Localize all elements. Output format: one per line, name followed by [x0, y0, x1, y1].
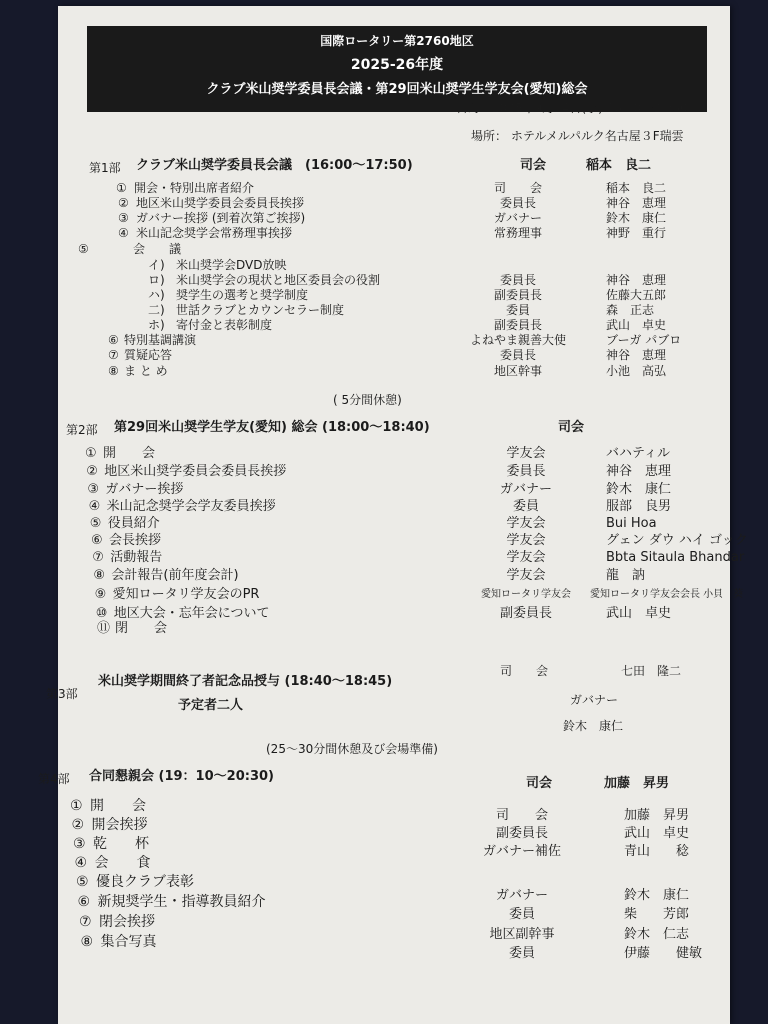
agenda-item: 開会・特別出席者紹介: [134, 181, 255, 195]
agenda-number: ②: [86, 464, 98, 479]
part3-break: (25～30分間休憩及び会場準備): [266, 742, 438, 756]
agenda-number: ③: [73, 836, 86, 852]
agenda-number: ②: [71, 817, 85, 833]
agenda-item: 寄付金と表彰制度: [176, 318, 273, 332]
event-date: 日時：2025年9月24日(水) 16:00～20:30: [456, 101, 688, 115]
speaker-role: 委員: [508, 946, 535, 961]
agenda-number: ④: [74, 855, 88, 871]
speaker-role: ガバナー: [493, 211, 542, 225]
agenda-number: ハ): [148, 288, 165, 302]
speaker-role: 副委員長: [493, 318, 542, 332]
agenda-item: 閉会挨拶: [99, 914, 155, 930]
agenda-number: ⑥: [77, 894, 91, 910]
speaker-name: 武山 卓史: [606, 606, 672, 621]
speaker-name: バハティル: [606, 446, 670, 461]
agenda-item: ガバナー挨拶: [105, 482, 184, 497]
agenda-item: 質疑応答: [124, 348, 173, 362]
speaker-role: 委員: [508, 907, 535, 922]
agenda-item: 開会挨拶: [91, 817, 148, 833]
agenda-number: ⑤: [76, 874, 89, 890]
speaker-role: 学友会: [506, 533, 546, 548]
part1-break: ( 5分間休憩): [333, 393, 402, 407]
speaker-name: ブーガ パブロ: [606, 333, 682, 347]
agenda-item: 米山記念奨学会学友委員挨拶: [106, 499, 276, 514]
agenda-number: ⑩: [95, 606, 108, 621]
speaker-role: 副委員長: [495, 826, 548, 841]
agenda-item: 開 会: [90, 798, 146, 814]
speaker-name: 神野 重行: [606, 226, 667, 240]
speaker-name: 神谷 恵理: [606, 273, 667, 287]
agenda-item: 地区大会・忘年会について: [113, 606, 270, 621]
speaker-name: 服部 良男: [606, 499, 672, 514]
speaker-name: 鈴木 康仁: [624, 888, 690, 903]
speaker-role: よねやま親善大使: [469, 333, 566, 347]
agenda-item: 会計報告(前年度会計): [111, 568, 239, 583]
speaker-role: 学友会: [506, 516, 546, 531]
speaker-name: 武山 卓史: [606, 318, 667, 332]
agenda-item: 米山奨学会DVD放映: [176, 258, 287, 272]
part2-mc-label: 司会: [558, 420, 585, 435]
agenda-item: 米山奨学会の現状と地区委員会の役割: [176, 273, 381, 287]
agenda-number: ①: [116, 181, 127, 195]
speaker-role: ガバナー: [495, 888, 548, 903]
agenda-item: 集合写真: [100, 934, 157, 950]
agenda-number: ⑨: [94, 587, 107, 602]
speaker-name: 伊藤 健敏: [624, 946, 703, 961]
agenda-number: ⑦: [108, 348, 119, 362]
part2-title: 第29回米山奨学生学友(愛知) 総会 (18:00～18:40): [114, 420, 430, 435]
agenda-number: ⑪: [97, 621, 111, 636]
speaker-role: 地区幹事: [493, 364, 542, 378]
agenda-number: イ): [148, 258, 165, 272]
speaker-name: 森 正志: [606, 303, 655, 317]
agenda-number: ⑥: [108, 333, 119, 347]
agenda-item: 愛知ロータリ学友会のPR: [112, 587, 260, 602]
part1-label: 第1部: [89, 161, 121, 175]
speaker-name: 佐藤大五郎: [606, 288, 667, 302]
speaker-name: 鈴木 康仁: [606, 211, 667, 225]
speaker-role: 委員長: [506, 464, 546, 479]
speaker-name: 龍 訥: [606, 568, 646, 583]
speaker-role: 司 会: [493, 181, 542, 195]
agenda-number: ④: [88, 499, 101, 514]
part4-mc-label: 司会: [526, 776, 553, 791]
part3-presenter-role: ガバナー: [570, 693, 619, 707]
speaker-role: 学友会: [506, 550, 546, 565]
speaker-role: 愛知ロータリ学友会: [481, 589, 571, 600]
speaker-role: ガバナー: [499, 482, 552, 497]
speaker-role: 委員長: [499, 348, 536, 362]
agenda-item: 特別基調講演: [124, 333, 197, 347]
speaker-name: グェン ダウ ハイ ゴック: [606, 533, 748, 548]
speaker-role: 副委員長: [499, 606, 552, 621]
speaker-name: 神谷 恵理: [606, 196, 667, 210]
part3-presenter-name: 鈴木 康仁: [563, 719, 624, 733]
speaker-role: 学友会: [506, 568, 546, 583]
speaker-name: Bbta Sitaula Bhandar: [606, 550, 745, 565]
agenda-number: ⑥: [91, 533, 103, 548]
agenda-item: 閉 会: [115, 621, 168, 636]
agenda-number: 二): [148, 303, 165, 317]
part3-subtitle: 予定者二人: [178, 698, 244, 713]
agenda-number: ③: [118, 211, 129, 225]
agenda-number: ⑧: [80, 934, 94, 950]
agenda-item: ま と め: [124, 364, 168, 378]
speaker-role: 司 会: [495, 808, 548, 823]
agenda-number: ロ): [148, 273, 165, 287]
speaker-name: 柴 芳郎: [624, 907, 690, 922]
part4-label: 第4部: [38, 772, 70, 786]
speaker-role: 地区副幹事: [489, 927, 555, 942]
speaker-role: 委員: [512, 499, 539, 514]
agenda-item: 優良クラブ表彰: [96, 874, 194, 890]
speaker-name: 愛知ロータリ学友会会長 小貝 葵: [590, 589, 744, 600]
speaker-role: 常務理事: [493, 226, 542, 240]
agenda-number: ①: [70, 798, 83, 814]
agenda-item: 乾 杯: [93, 836, 149, 852]
part3-mc-label: 司 会: [500, 664, 549, 678]
agenda-item: 米山記念奨学会常務理事挨拶: [136, 226, 293, 240]
speaker-name: Bui Hoa: [606, 516, 657, 531]
part3-label: 第3部: [46, 687, 78, 701]
agenda-number: ⑧: [108, 364, 119, 378]
part3-title: 米山奨学期間終了者記念品授与 (18:40～18:45): [98, 674, 393, 689]
agenda-item: 地区米山奨学委員会委員長挨拶: [136, 196, 305, 210]
part1-mc-label: 司会: [520, 158, 547, 173]
event-venue: 場所： ホテルメルパルク名古屋３F瑞雲: [471, 129, 684, 143]
agenda-number: ⑤: [78, 242, 89, 256]
part4-mc-name: 加藤 昇男: [604, 776, 670, 791]
speaker-name: 青山 稔: [624, 844, 690, 859]
agenda-item: 新規奨学生・指導教員紹介: [97, 894, 266, 910]
agenda-item: 活動報告: [110, 550, 163, 565]
speaker-name: 稲本 良二: [606, 181, 667, 195]
part2-label: 第2部: [66, 423, 98, 437]
agenda-number: ②: [118, 196, 129, 210]
speaker-role: 委員長: [499, 273, 536, 287]
part1-mc-name: 稲本 良二: [586, 158, 652, 173]
speaker-name: 神谷 恵理: [606, 348, 667, 362]
agenda-item: 会長挨拶: [109, 533, 162, 548]
speaker-role: 副委員長: [493, 288, 542, 302]
speaker-name: 加藤 昇男: [624, 808, 690, 823]
speaker-role: ガバナー補佐: [482, 844, 561, 859]
agenda-item: 会 食: [94, 855, 151, 871]
agenda-item: 世話クラブとカウンセラー制度: [176, 303, 345, 317]
program-sheet: [38, 6, 748, 1024]
agenda-number: ④: [118, 226, 129, 240]
agenda-item: 地区米山奨学委員会委員長挨拶: [104, 464, 287, 479]
agenda-number: ⑦: [79, 914, 92, 930]
agenda-number: ③: [87, 482, 100, 497]
speaker-name: 神谷 恵理: [606, 464, 672, 479]
event-title: クラブ米山奨学委員長会議・第29回米山奨学生学友会(愛知)総会: [206, 82, 588, 97]
speaker-role: 委員: [505, 303, 530, 317]
district-name: 国際ロータリー第2760地区: [320, 34, 474, 48]
agenda-number: ①: [85, 446, 97, 461]
part1-title: クラブ米山奨学委員長会議 (16:00～17:50): [136, 158, 413, 173]
agenda-number: ⑧: [93, 568, 106, 583]
agenda-item: 奨学生の選考と奨学制度: [176, 288, 309, 302]
agenda-item: ガバナー挨拶 (到着次第ご挨拶): [136, 211, 306, 225]
speaker-name: 鈴木 康仁: [606, 482, 672, 497]
part3-mc-name: 七田 隆二: [621, 664, 682, 678]
speaker-name: 鈴木 仁志: [624, 927, 690, 942]
agenda-number: ホ): [148, 318, 165, 332]
agenda-item: 会 議: [133, 242, 182, 256]
speaker-role: 委員長: [499, 196, 536, 210]
agenda-number: ⑦: [92, 550, 104, 565]
speaker-role: 学友会: [506, 446, 546, 461]
part4-title: 合同懇親会 (19：10～20:30): [89, 769, 274, 784]
agenda-item: 開 会: [103, 446, 156, 461]
agenda-item: 役員紹介: [107, 516, 160, 531]
agenda-number: ⑤: [89, 516, 102, 531]
speaker-name: 武山 卓史: [624, 826, 690, 841]
speaker-name: 小池 高弘: [606, 364, 667, 378]
fiscal-year: 2025-26年度: [350, 57, 444, 73]
